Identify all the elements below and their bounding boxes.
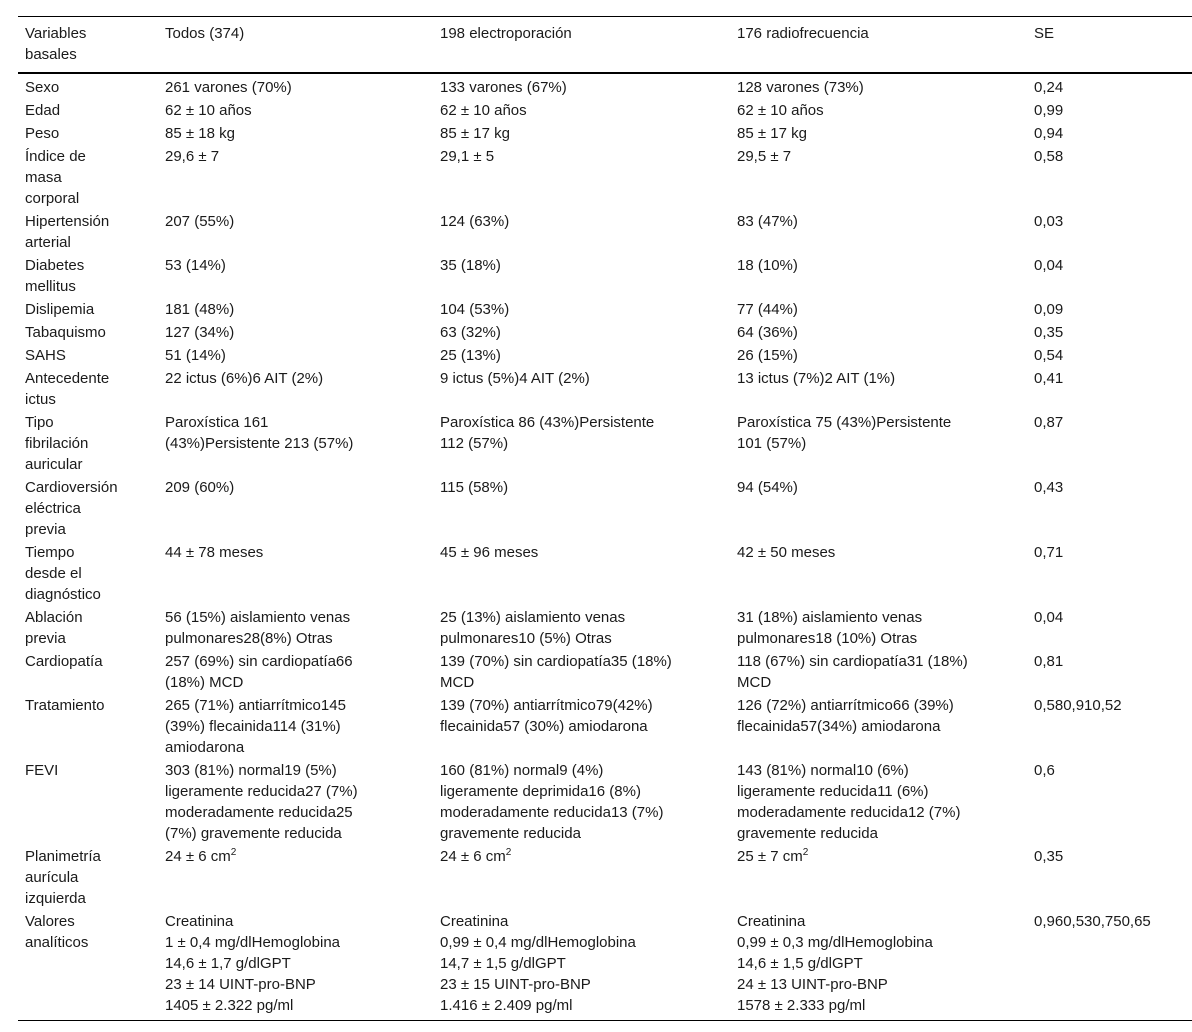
table-row xyxy=(18,145,1192,210)
cell-electroporacion xyxy=(433,759,730,845)
cell-radiofrecuencia xyxy=(730,321,1027,344)
cell-se xyxy=(1027,344,1192,367)
cell-text: Paroxística 86 (43%)Persistente 112 (57%) xyxy=(440,414,655,452)
cell-text: Cardiopatía xyxy=(25,653,103,670)
cell-text: 126 (72%) antiarrítmico66 (39%) flecainida57(34%) amiodarona xyxy=(737,697,954,735)
cell-se xyxy=(1027,541,1192,606)
cell-variable xyxy=(18,910,158,1021)
cell-text: 53 (14%) xyxy=(165,257,226,274)
cell-text: 133 varones (67%) xyxy=(440,79,567,96)
cell-se xyxy=(1027,606,1192,650)
cell-text: 31 (18%) aislamiento venas pulmonares18 (10%) Otras xyxy=(737,609,923,647)
cell-text: 62 ± 10 años xyxy=(737,102,824,119)
cell-text: Creatinina 1 ± 0,4 mg/dlHemoglobina 14,6 ± 1,7 g/dlGPT 23 ± 14 UINT-pro-BNP 1405 ± 2.322 pg/ml xyxy=(165,913,340,1014)
cell-radiofrecuencia xyxy=(730,759,1027,845)
cell-text: 0,54 xyxy=(1034,347,1064,364)
cell-text: 56 (15%) aislamiento venas pulmonares28(8%) Otras xyxy=(165,609,351,647)
cell-text: 85 ± 17 kg xyxy=(737,125,807,142)
cell-se xyxy=(1027,145,1192,210)
cell-variable xyxy=(18,476,158,541)
table-row xyxy=(18,99,1192,122)
cell-text: 51 (14%) xyxy=(165,347,226,364)
table-row xyxy=(18,910,1192,1021)
cell-text: 0,81 xyxy=(1034,653,1064,670)
cell-variable xyxy=(18,411,158,476)
cell-se xyxy=(1027,99,1192,122)
cell-se xyxy=(1027,73,1192,99)
baseline-variables-table xyxy=(18,16,1192,1021)
cell-electroporacion xyxy=(433,210,730,254)
cell-radiofrecuencia xyxy=(730,122,1027,145)
cell-text: 261 varones (70%) xyxy=(165,79,292,96)
cell-radiofrecuencia xyxy=(730,910,1027,1021)
cell-radiofrecuencia xyxy=(730,845,1027,910)
table-row xyxy=(18,759,1192,845)
header-radiofrecuencia: 176 radiofrecuencia xyxy=(730,17,1027,74)
cell-text: 42 ± 50 meses xyxy=(737,544,836,561)
cell-electroporacion xyxy=(433,606,730,650)
cell-text: 0,580,910,52 xyxy=(1034,697,1122,714)
cell-text: 0,960,530,750,65 xyxy=(1034,913,1151,930)
cell-text: 94 (54%) xyxy=(737,479,798,496)
cell-text: 18 (10%) xyxy=(737,257,798,274)
cell-variable xyxy=(18,298,158,321)
header-todos: Todos (374) xyxy=(158,17,433,74)
cell-electroporacion xyxy=(433,845,730,910)
table-row xyxy=(18,367,1192,411)
cell-text: 265 (71%) antiarrítmico145 (39%) flecainida114 (31%) amiodarona xyxy=(165,697,346,756)
cell-text: 77 (44%) xyxy=(737,301,798,318)
cell-todos xyxy=(158,73,433,99)
cell-variable xyxy=(18,845,158,910)
cell-radiofrecuencia xyxy=(730,210,1027,254)
cell-text: Tiempo desde el diagnóstico xyxy=(25,544,101,603)
cell-text: Ablación previa xyxy=(25,609,83,647)
cell-text: 128 varones (73%) xyxy=(737,79,864,96)
table-row xyxy=(18,122,1192,145)
cell-variable xyxy=(18,606,158,650)
cell-se xyxy=(1027,694,1192,759)
cell-todos xyxy=(158,606,433,650)
table-row xyxy=(18,210,1192,254)
cell-text: FEVI xyxy=(25,762,59,779)
cell-electroporacion xyxy=(433,321,730,344)
cell-radiofrecuencia xyxy=(730,541,1027,606)
cell-se xyxy=(1027,367,1192,411)
cell-todos xyxy=(158,411,433,476)
cell-todos xyxy=(158,344,433,367)
cell-text: Valores analíticos xyxy=(25,913,89,951)
cell-todos xyxy=(158,759,433,845)
cell-se xyxy=(1027,845,1192,910)
cell-text: 0,04 xyxy=(1034,609,1064,626)
cell-variable xyxy=(18,694,158,759)
cell-text: 303 (81%) normal19 (5%) ligeramente reducida27 (7%) moderadamente reducida25 (7%) gravemente reducida xyxy=(165,762,358,842)
cell-text: 24 ± 6 cm xyxy=(440,848,506,865)
cell-radiofrecuencia xyxy=(730,411,1027,476)
cell-text: 0,03 xyxy=(1034,213,1064,230)
cell-text: 29,5 ± 7 xyxy=(737,148,792,165)
table-row xyxy=(18,344,1192,367)
table-row xyxy=(18,321,1192,344)
cell-text: 207 (55%) xyxy=(165,213,235,230)
cell-text: 0,35 xyxy=(1034,324,1064,341)
cell-radiofrecuencia xyxy=(730,99,1027,122)
cell-todos xyxy=(158,367,433,411)
cell-text: 0,87 xyxy=(1034,414,1064,431)
cell-text: Cardioversión eléctrica previa xyxy=(25,479,118,538)
table-row xyxy=(18,298,1192,321)
cell-radiofrecuencia xyxy=(730,145,1027,210)
cell-text: 160 (81%) normal9 (4%) ligeramente deprimida16 (8%) moderadamente reducida13 (7%) gravemente reducida xyxy=(440,762,664,842)
cell-variable xyxy=(18,145,158,210)
cell-text: 0,04 xyxy=(1034,257,1064,274)
cell-text: 0,41 xyxy=(1034,370,1064,387)
cell-text: 26 (15%) xyxy=(737,347,798,364)
cell-variable xyxy=(18,541,158,606)
cell-text: 9 ictus (5%)4 AIT (2%) xyxy=(440,370,590,387)
cell-text: 35 (18%) xyxy=(440,257,501,274)
cell-variable xyxy=(18,759,158,845)
cell-electroporacion xyxy=(433,344,730,367)
cell-radiofrecuencia xyxy=(730,254,1027,298)
cell-electroporacion xyxy=(433,99,730,122)
cell-todos xyxy=(158,145,433,210)
cell-text: Paroxística 75 (43%)Persistente 101 (57%) xyxy=(737,414,952,452)
cell-radiofrecuencia xyxy=(730,606,1027,650)
cell-variable xyxy=(18,254,158,298)
cell-text: 85 ± 18 kg xyxy=(165,125,235,142)
cell-text: 13 ictus (7%)2 AIT (1%) xyxy=(737,370,896,387)
cell-text: Antecedente ictus xyxy=(25,370,110,408)
cell-text: 143 (81%) normal10 (6%) ligeramente reducida11 (6%) moderadamente reducida12 (7%) gravemente reducida xyxy=(737,762,961,842)
cell-todos xyxy=(158,122,433,145)
cell-text: Creatinina 0,99 ± 0,3 mg/dlHemoglobina 14,6 ± 1,5 g/dlGPT 24 ± 13 UINT-pro-BNP 1578 ± 2.333 pg/ml xyxy=(737,913,933,1014)
cell-text: 0,94 xyxy=(1034,125,1064,142)
table-row xyxy=(18,73,1192,99)
cell-todos xyxy=(158,845,433,910)
cell-text: Sexo xyxy=(25,79,60,96)
cell-todos xyxy=(158,99,433,122)
cell-text: 0,99 xyxy=(1034,102,1064,119)
cell-se xyxy=(1027,321,1192,344)
table-row xyxy=(18,541,1192,606)
cell-text: 44 ± 78 meses xyxy=(165,544,264,561)
cell-variable xyxy=(18,650,158,694)
table-header xyxy=(18,17,1192,74)
cell-text: Dislipemia xyxy=(25,301,95,318)
cell-variable xyxy=(18,99,158,122)
cell-radiofrecuencia xyxy=(730,694,1027,759)
cell-text: 64 (36%) xyxy=(737,324,798,341)
cell-text: 62 ± 10 años xyxy=(440,102,527,119)
cell-text: Creatinina 0,99 ± 0,4 mg/dlHemoglobina 14,7 ± 1,5 g/dlGPT 23 ± 15 UINT-pro-BNP 1.416 ± 2.409 pg/ml xyxy=(440,913,636,1014)
cell-text: 25 (13%) xyxy=(440,347,501,364)
cell-text: 63 (32%) xyxy=(440,324,501,341)
cell-todos xyxy=(158,694,433,759)
cell-text: Paroxística 161 (43%)Persistente 213 (57%) xyxy=(165,414,354,452)
cell-todos xyxy=(158,210,433,254)
cell-text: 104 (53%) xyxy=(440,301,510,318)
cell-variable xyxy=(18,73,158,99)
cell-text: 0,58 xyxy=(1034,148,1064,165)
cell-se xyxy=(1027,910,1192,1021)
cell-text: 24 ± 6 cm xyxy=(165,848,231,865)
cell-radiofrecuencia xyxy=(730,344,1027,367)
cell-electroporacion xyxy=(433,298,730,321)
cell-text: 118 (67%) sin cardiopatía31 (18%) MCD xyxy=(737,653,968,691)
table-row xyxy=(18,845,1192,910)
cell-text: 29,6 ± 7 xyxy=(165,148,220,165)
cell-text: 0,09 xyxy=(1034,301,1064,318)
cell-text: 62 ± 10 años xyxy=(165,102,252,119)
cell-se xyxy=(1027,210,1192,254)
cell-text: SAHS xyxy=(25,347,66,364)
table-row xyxy=(18,606,1192,650)
cell-se xyxy=(1027,122,1192,145)
cell-electroporacion xyxy=(433,254,730,298)
cell-text: 25 ± 7 cm xyxy=(737,848,803,865)
cell-se xyxy=(1027,759,1192,845)
cell-text: 0,24 xyxy=(1034,79,1064,96)
cell-electroporacion xyxy=(433,541,730,606)
cell-text: 127 (34%) xyxy=(165,324,235,341)
cell-electroporacion xyxy=(433,145,730,210)
superscript: 2 xyxy=(802,847,809,858)
cell-electroporacion xyxy=(433,910,730,1021)
cell-text: 124 (63%) xyxy=(440,213,510,230)
cell-text: 22 ictus (6%)6 AIT (2%) xyxy=(165,370,324,387)
cell-text: 0,43 xyxy=(1034,479,1064,496)
cell-text: 0,71 xyxy=(1034,544,1064,561)
cell-electroporacion xyxy=(433,367,730,411)
cell-todos xyxy=(158,910,433,1021)
cell-se xyxy=(1027,254,1192,298)
cell-electroporacion xyxy=(433,650,730,694)
cell-text: 139 (70%) antiarrítmico79(42%) flecainida57 (30%) amiodarona xyxy=(440,697,653,735)
cell-text: Planimetría aurícula izquierda xyxy=(25,848,101,907)
cell-text: 25 (13%) aislamiento venas pulmonares10 (5%) Otras xyxy=(440,609,626,647)
cell-todos xyxy=(158,650,433,694)
cell-text: Tipo fibrilación auricular xyxy=(25,414,89,473)
table-body xyxy=(18,73,1192,1021)
cell-text: Índice de masa corporal xyxy=(25,148,86,207)
cell-se xyxy=(1027,476,1192,541)
cell-text: 85 ± 17 kg xyxy=(440,125,510,142)
cell-electroporacion xyxy=(433,73,730,99)
header-electroporacion: 198 electroporación xyxy=(433,17,730,74)
cell-variable xyxy=(18,321,158,344)
header-se: SE xyxy=(1027,17,1192,74)
table-row xyxy=(18,476,1192,541)
cell-text: 0,6 xyxy=(1034,762,1055,779)
header-variables: Variables basales xyxy=(18,17,158,74)
cell-text: Tratamiento xyxy=(25,697,105,714)
cell-variable xyxy=(18,344,158,367)
cell-radiofrecuencia xyxy=(730,650,1027,694)
cell-todos xyxy=(158,298,433,321)
cell-radiofrecuencia xyxy=(730,367,1027,411)
cell-text: 257 (69%) sin cardiopatía66 (18%) MCD xyxy=(165,653,353,691)
cell-text: Edad xyxy=(25,102,61,119)
cell-todos xyxy=(158,321,433,344)
cell-text: Hipertensión arterial xyxy=(25,213,110,251)
cell-radiofrecuencia xyxy=(730,73,1027,99)
cell-text: 181 (48%) xyxy=(165,301,235,318)
table-row xyxy=(18,694,1192,759)
cell-radiofrecuencia xyxy=(730,298,1027,321)
cell-text: 209 (60%) xyxy=(165,479,235,496)
cell-electroporacion xyxy=(433,411,730,476)
cell-electroporacion xyxy=(433,476,730,541)
cell-text: 139 (70%) sin cardiopatía35 (18%) MCD xyxy=(440,653,672,691)
cell-variable xyxy=(18,367,158,411)
superscript: 2 xyxy=(505,847,512,858)
cell-electroporacion xyxy=(433,122,730,145)
table-row xyxy=(18,254,1192,298)
cell-text: 83 (47%) xyxy=(737,213,798,230)
cell-variable xyxy=(18,210,158,254)
superscript: 2 xyxy=(230,847,237,858)
cell-todos xyxy=(158,254,433,298)
cell-electroporacion xyxy=(433,694,730,759)
cell-todos xyxy=(158,476,433,541)
cell-text: 45 ± 96 meses xyxy=(440,544,539,561)
cell-todos xyxy=(158,541,433,606)
cell-text: Peso xyxy=(25,125,60,142)
cell-text: 0,35 xyxy=(1034,848,1064,865)
cell-text: 29,1 ± 5 xyxy=(440,148,495,165)
cell-text: Tabaquismo xyxy=(25,324,106,341)
cell-se xyxy=(1027,650,1192,694)
cell-radiofrecuencia xyxy=(730,476,1027,541)
cell-text: 115 (58%) xyxy=(440,479,509,496)
table-row xyxy=(18,411,1192,476)
cell-variable xyxy=(18,122,158,145)
cell-se xyxy=(1027,411,1192,476)
table-row xyxy=(18,650,1192,694)
cell-se xyxy=(1027,298,1192,321)
cell-text: Diabetes mellitus xyxy=(25,257,85,295)
header-row xyxy=(18,17,1192,74)
